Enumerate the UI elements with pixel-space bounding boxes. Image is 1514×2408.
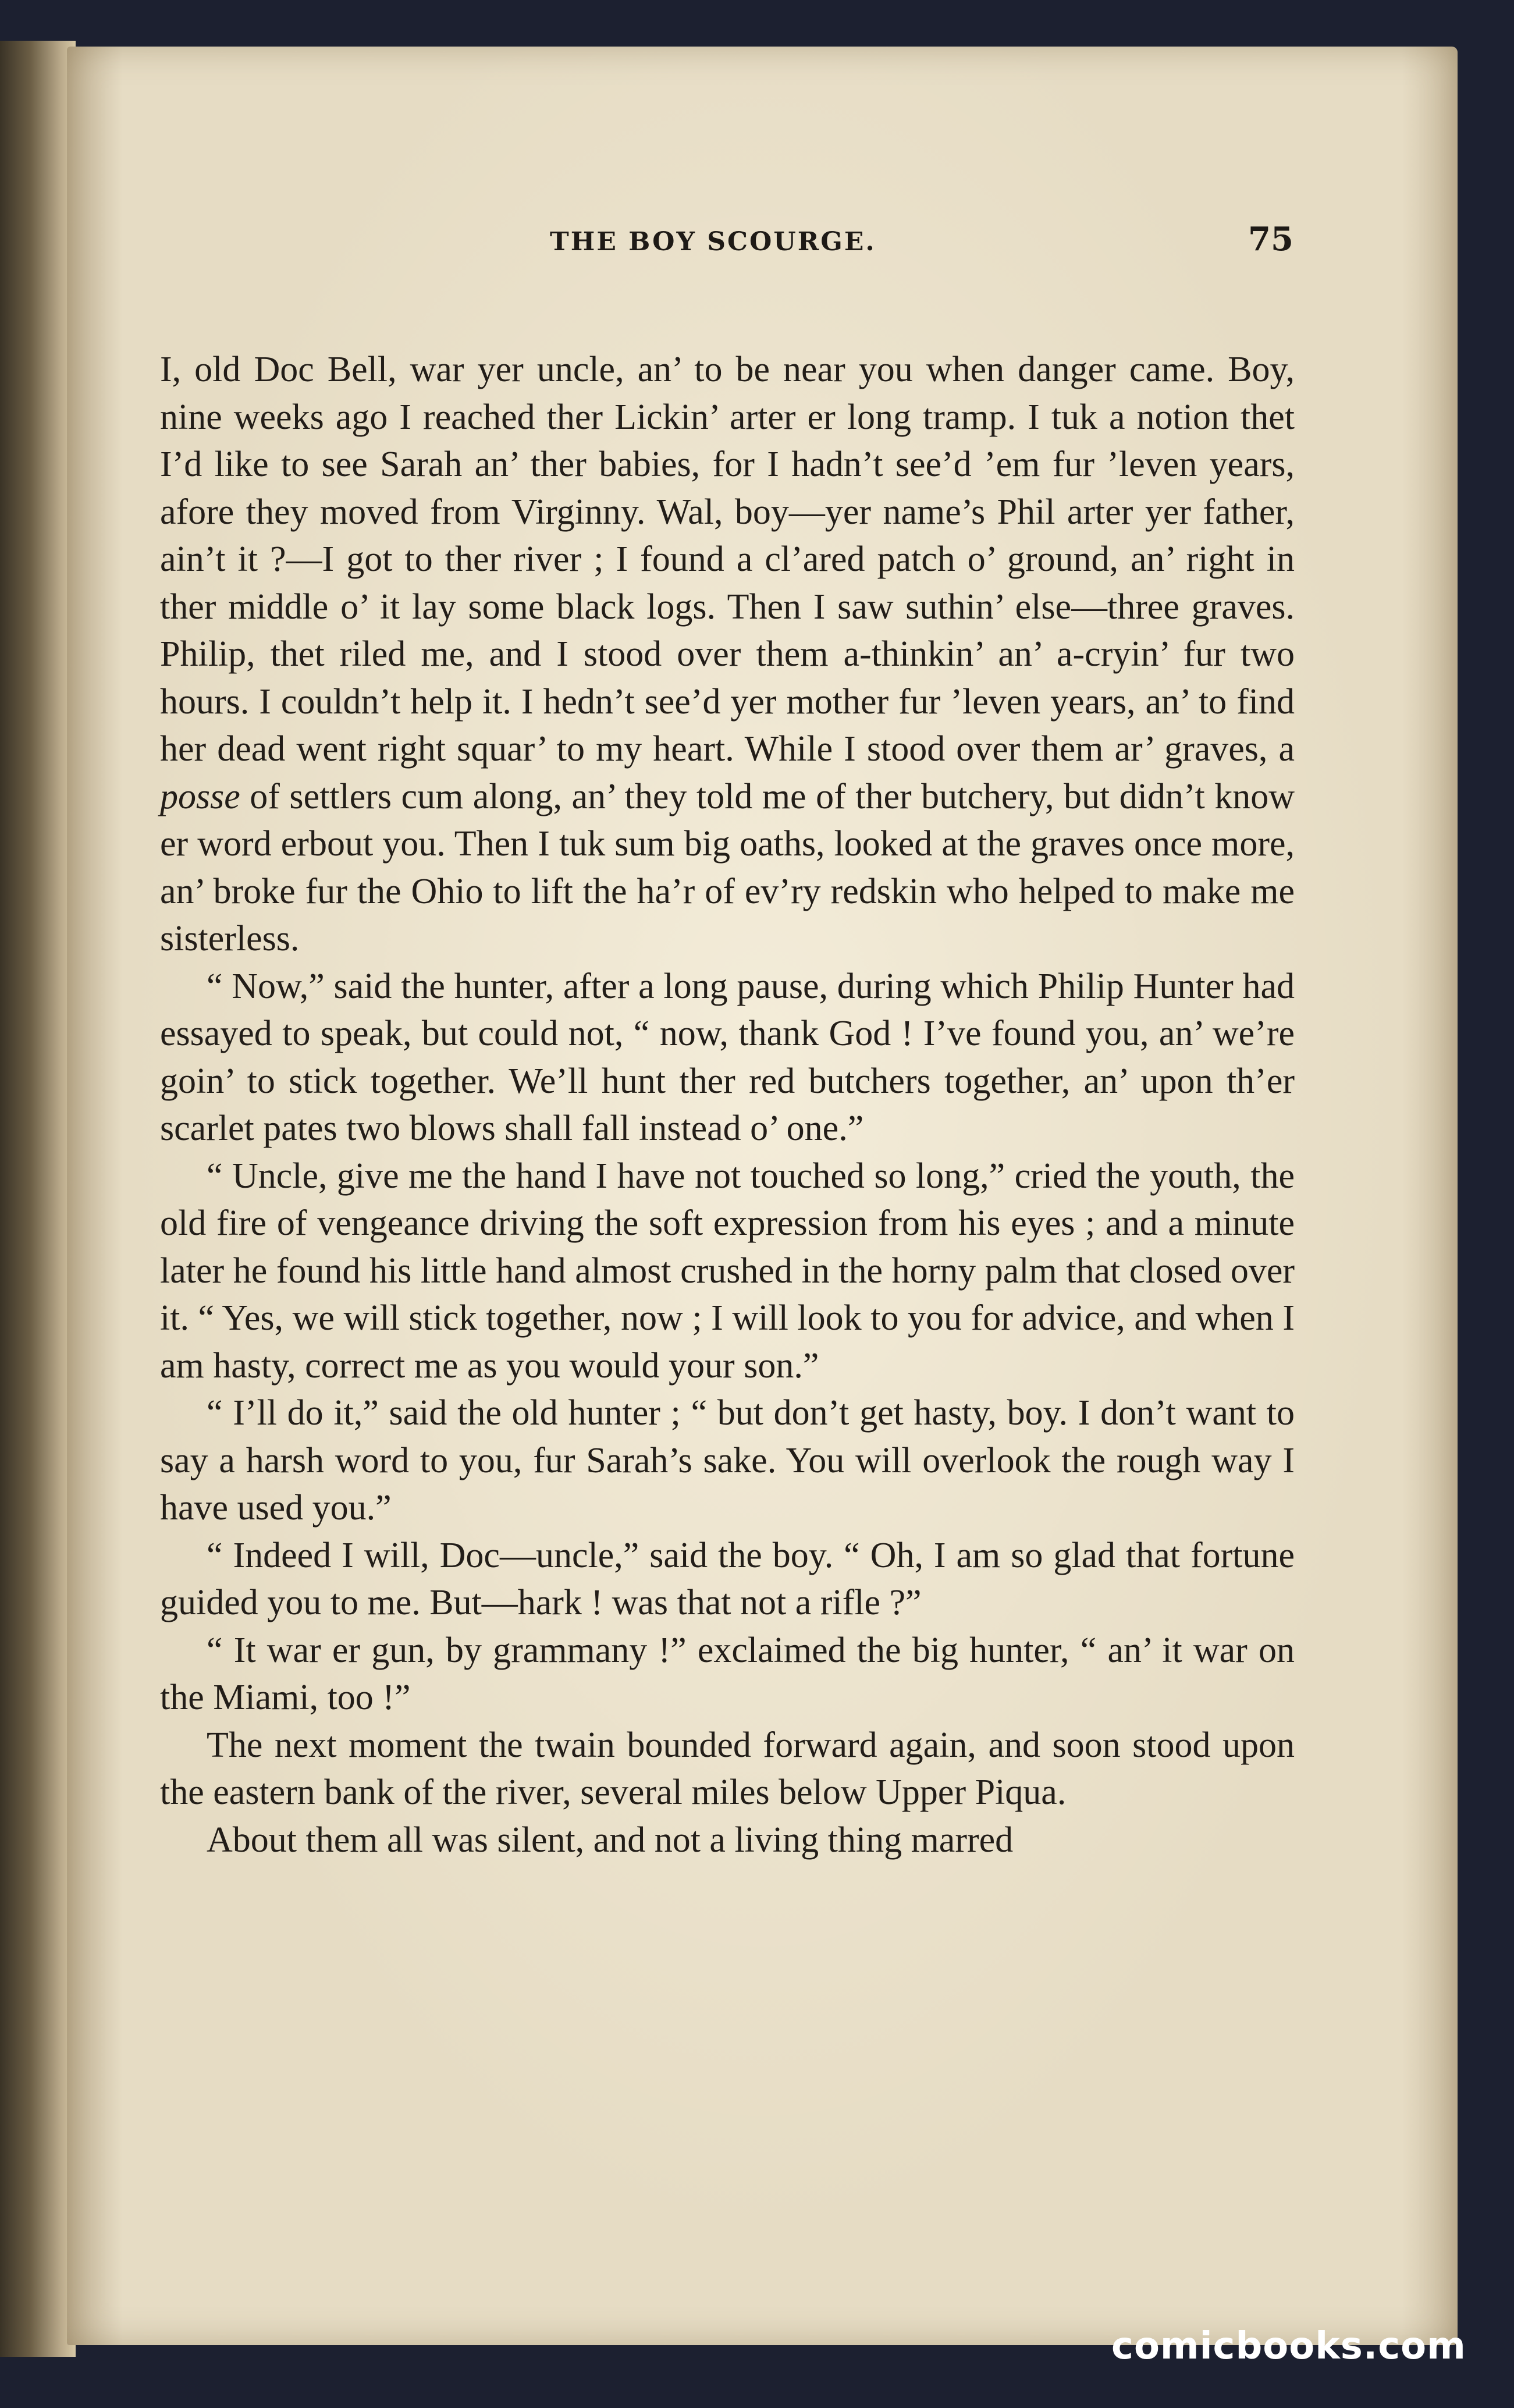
site-watermark: comicbooks.com: [1111, 2325, 1466, 2368]
book-binding-edge: [0, 41, 76, 2357]
paragraph-2: “ Now,” said the hunter, after a long pause, during which Philip Hunter had essayed to speak, but could not, “ now, thank God ! I’ve found you, an’ we’re goin’ to stick together. We’ll hunt ther red butchers together, an’ upon th’er scarlet pates two blows shall fall instead o’ one.”: [160, 966, 1295, 1148]
paragraph-3: “ Uncle, give me the hand I have not touched so long,” cried the youth, the old fire of vengeance driving the soft expression from his eyes ; and a minute later he found his little hand almost crushed in the horny palm that closed over it. “ Yes, we will stick together, now ; I will look to you for advice, and when I am hasty, correct me as you would your son.”: [160, 1156, 1295, 1386]
paragraph-8: About them all was silent, and not a living thing marred: [207, 1820, 1014, 1860]
running-header: [67, 215, 1458, 268]
running-title: THE BOY SCOURGE.: [550, 227, 876, 257]
paragraph-7: The next moment the twain bounded forward again, and soon stood upon the eastern bank of the river, several miles below Upper Piqua.: [160, 1725, 1295, 1812]
paragraph-1-text-after: of settlers cum along, an’ they told me of ther butchery, but didn’t know er word erbout you. Then I tuk sum big oaths, looked at the graves once more, an’ broke fur the Ohio to lift the ha’r of ev’ry redskin who helped to make me sisterless.: [160, 776, 1295, 958]
page-number: 75: [1248, 220, 1293, 258]
paragraph-5: “ Indeed I will, Doc—uncle,” said the boy. “ Oh, I am so glad that fortune guided you to me. But—hark ! was that not a rifle ?”: [160, 1535, 1295, 1622]
paragraph-1: [160, 346, 1295, 963]
paragraph-1-italic-word: posse: [160, 776, 240, 816]
paragraph-6: “ It war er gun, by grammany !” exclaimed the big hunter, “ an’ it war on the Miami, too !”: [160, 1630, 1295, 1717]
paragraph-4: “ I’ll do it,” said the old hunter ; “ but don’t get hasty, boy. I don’t want to say a harsh word to you, fur Sarah’s sake. You will overlook the rough way I have used you.”: [160, 1393, 1295, 1528]
book-page: [67, 47, 1458, 2345]
body-text: [160, 346, 1295, 1864]
paragraph-1-text-before: I, old Doc Bell, war yer uncle, an’ to be near you when danger came. Boy, nine weeks ago I reached ther Lickin’ arter er long tramp. I tuk a notion thet I’d like to see Sarah an’ ther babies, for I hadn’t see’d ’em fur ’leven years, afore they moved from Virginny. Wal, boy—yer name’s Phil arter yer father, ain’t it ?—I got to ther river ; I found a cl’ared patch o’ ground, an’ right in ther middle o’ it lay some black logs. Then I saw suthin’ else—three graves. Philip, thet riled me, and I stood over them a-thinkin’ an’ a-cryin’ fur two hours. I couldn’t help it. I hedn’t see’d yer mother fur ’leven years, an’ to find her dead went right squar’ to my heart. While I stood over them ar’ graves, a: [160, 350, 1295, 769]
